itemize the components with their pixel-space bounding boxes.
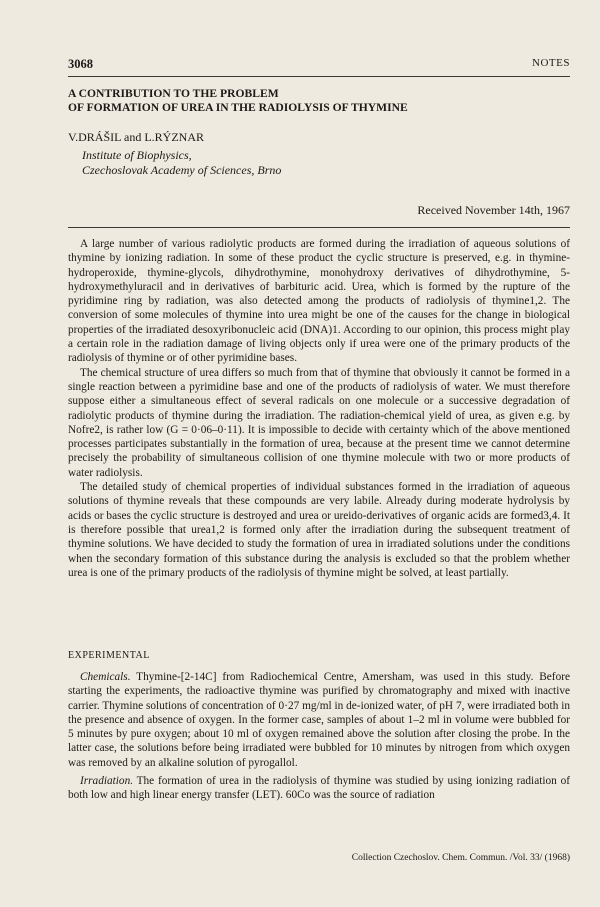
paragraph-1: A large number of various radiolytic products are formed during the irradiation of aqueous solutions of thymine by ionizing radiation. In some of these product the cyclic structure is preserved, e.g. in thymine-hydroperoxide, thymine-glycols, dihydrothymine, monohydroxy derivatives of dihydrothymine, 5-hydroxymethyluracil and in derivatives of barbituric acid. Urea, which is formed by the rupture of the pyridimine ring by radiation, was also detected among the products of radiolysis of thymine1,2. The conversion of some molecules of thymine into urea might be one of the causes for the change in biological properties of the irradiated desoxyribonucleic acid (DNA)1. According to our opinion, this process might play a certain role in the radiation damage of living objects only if urea were one of the primary products of the radiolysis of thymine or of other pyrimidine bases. (68, 238, 570, 365)
journal-footer: Collection Czechoslov. Chem. Commun. /Vol. 33/ (1968) (351, 853, 570, 863)
paragraph-2: The chemical structure of urea differs so much from that of thymine that obviously it cannot be formed in a single reaction between a pyrimidine base and one of the products of radiolysis of water. We must therefore suppose either a simultaneous effect of several radicals on one molecule or a successive degradation of radiolytic products of thymine during the irradiation. The radiation-chemical yield of urea, as given e.g. by Nofre2, is rather low (G = 0·06–0·11). It is impossible to decide with certainty which of the above mentioned processes participates substantially in the formation of urea, because at the present time we cannot determine precisely the probability of simultaneous collision of one thymine molecule with two or more products of water radiolysis. (68, 366, 570, 479)
page-number: 3068 (68, 57, 93, 71)
experimental-heading: EXPERIMENTAL (68, 650, 150, 661)
affiliation-line-2: Czechoslovak Academy of Sciences, Brno (82, 163, 282, 177)
irradiation-text: The formation of urea in the radiolysis of thymine was studied by using ionizing radiation of both low and high linear energy transfer (LET). 60Co was the source of radiation (68, 775, 570, 802)
article-title (68, 87, 570, 115)
paragraph-3: The detailed study of chemical properties of individual substances formed in the irradiation of aqueous solutions of thymine reveals that these compounds are very labile. Already during moderate hydrolysis by acids or bases the cyclic structure is destroyed and urea or ureido-derivatives of organic acids are formed3,4. It is therefore possible that urea1,2 is formed only after the irradiation during the subsequent treatment of thymine solutions. We have decided to study the formation of urea in irradiated solutions under the conditions when the secondary formation of this substance during the analysis is excluded so that the problem whether urea is one of the primary products of the radiolysis of thymine might be solved, at least partially. (68, 481, 570, 579)
intro-text (68, 237, 570, 580)
title-line-1: A CONTRIBUTION TO THE PROBLEM (68, 87, 279, 100)
irradiation-paragraph (68, 774, 570, 803)
section-label: NOTES (532, 57, 570, 69)
affiliation-line-1: Institute of Biophysics, (82, 148, 192, 162)
chemicals-paragraph (68, 670, 570, 770)
header-rule (68, 76, 570, 77)
affiliation (82, 148, 281, 178)
received-date: Received November 14th, 1967 (417, 203, 570, 217)
irradiation-label: Irradiation. (80, 775, 134, 788)
title-block-rule (68, 227, 570, 228)
chemicals-label: Chemicals. (80, 671, 131, 683)
page-header (68, 57, 570, 73)
experimental-text (68, 670, 570, 807)
chemicals-text: Thymine-[2-14C] from Radiochemical Centre, Amersham, was used in this study. Before starting the experiments, the radioactive thymine was purified by chromatography and mixed with inactive carrier. Thymine solutions of concentration of 0·27 mg/ml in de-ionized water, of pH 7, were irradiated both in the presence and absence of oxygen. In the former case, samples of about 1–2 ml in volume were bubbled for 5 minutes by pure oxygen; about 10 ml of oxygen remained above the solution after closing the probe. In the latter case, the solutions before being irradiated were bubbled for 10 minutes by nitrogen from which oxygen was removed by an alkaline solution of pyrogallol. (68, 671, 570, 769)
title-line-2: OF FORMATION OF UREA IN THE RADIOLYSIS OF THYMINE (68, 101, 408, 114)
authors: V.DRÁŠIL and L.RÝZNAR (68, 130, 205, 144)
